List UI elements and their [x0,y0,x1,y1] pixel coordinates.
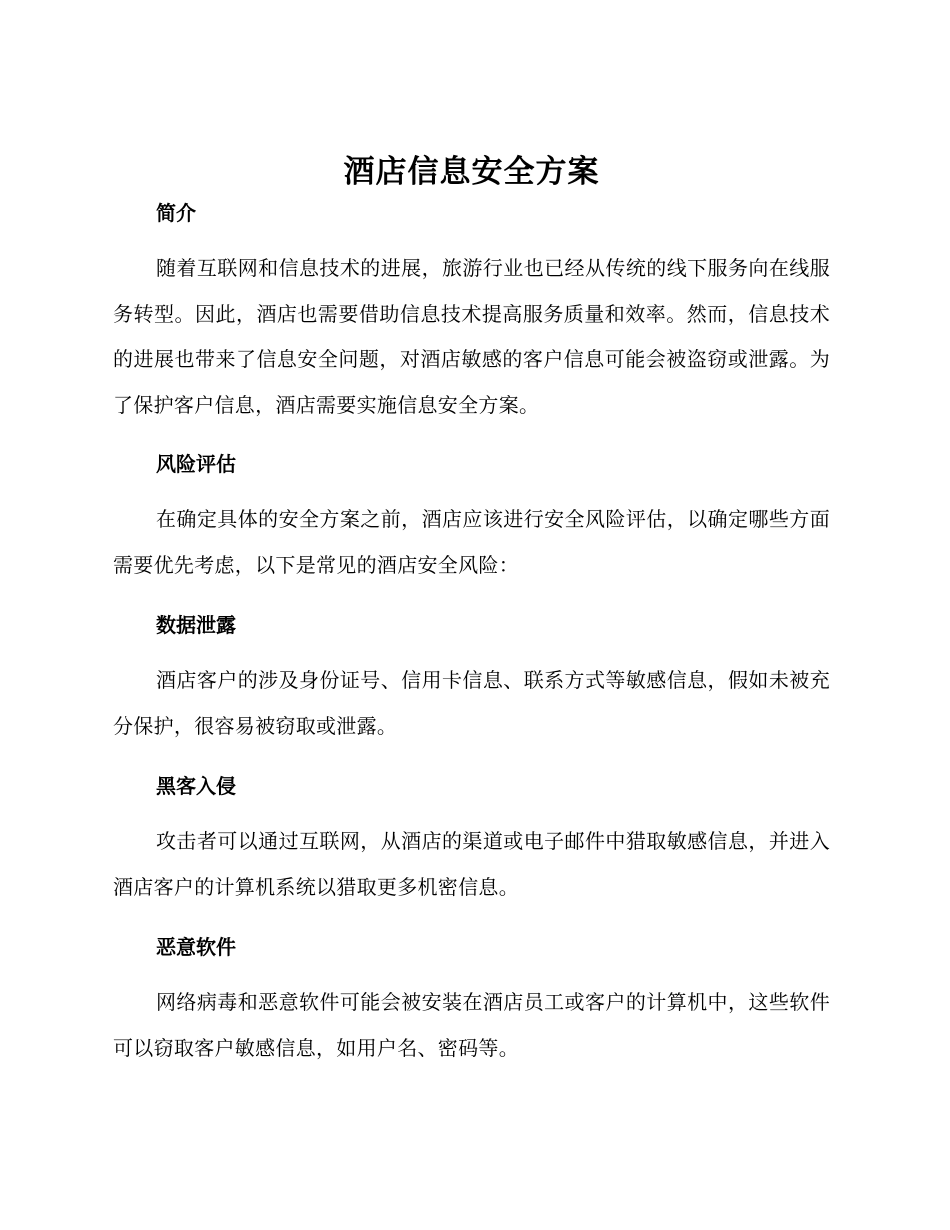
section-body-malware: 网络病毒和恶意软件可能会被安装在酒店员工或客户的计算机中，这些软件可以窃取客户敏感信息，如用户名、密码等。 [113,990,830,1060]
section-body-hacker-intrusion: 攻击者可以通过互联网，从酒店的渠道或电子邮件中猎取敏感信息，并进入酒店客户的计算机系统以猎取更多机密信息。 [113,829,830,899]
section-body-intro: 随着互联网和信息技术的进展，旅游行业也已经从传统的线下服务向在线服务转型。因此，酒店也需要借助信息技术提高服务质量和效率。然而，信息技术的进展也带来了信息安全问题，对酒店敏感的客户信息可能会被盗窃或泄露。为了保护客户信息，酒店需要实施信息安全方案。 [113,256,830,417]
section-heading-malware: 恶意软件 [156,935,236,959]
section-body-data-leak: 酒店客户的涉及身份证号、信用卡信息、联系方式等敏感信息，假如未被充分保护，很容易被窃取或泄露。 [113,668,830,738]
section-heading-risk-assessment: 风险评估 [156,452,236,476]
document-title: 酒店信息安全方案 [343,154,600,190]
section-heading-intro: 简介 [156,201,196,225]
section-heading-data-leak: 数据泄露 [156,613,236,637]
section-heading-hacker-intrusion: 黑客入侵 [156,774,236,798]
section-body-risk-assessment: 在确定具体的安全方案之前，酒店应该进行安全风险评估，以确定哪些方面需要优先考虑，以下是常见的酒店安全风险： [113,507,830,577]
